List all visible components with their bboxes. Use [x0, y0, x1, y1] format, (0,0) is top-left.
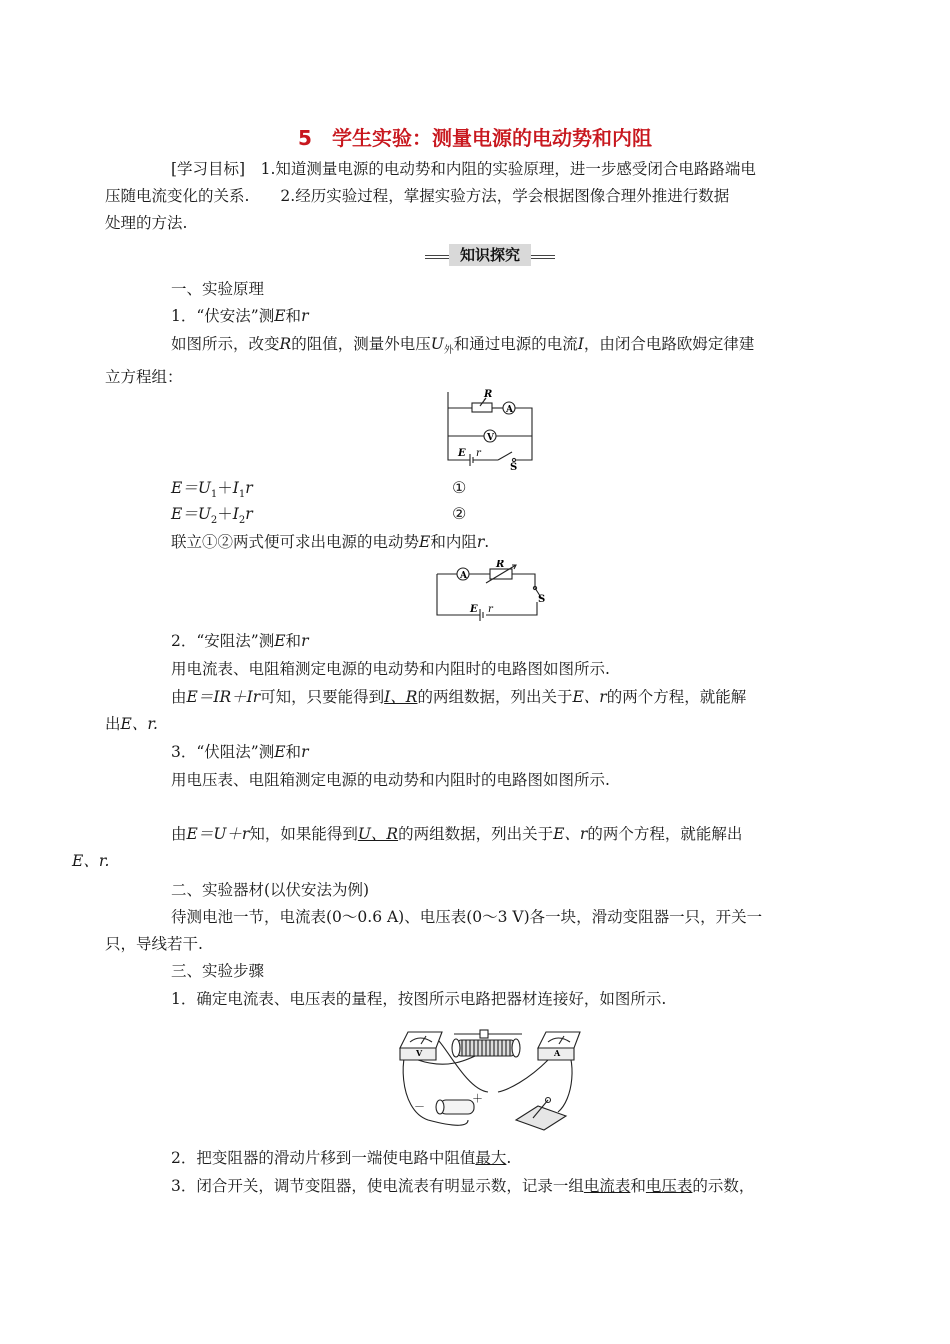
- label-E: E: [470, 604, 478, 615]
- battery-minus-label: －: [414, 1100, 425, 1113]
- combine-text: 联立①②两式便可求出电源的电动势E和内阻r.: [171, 533, 490, 551]
- method-voltammeter-desc: 如图所示，改变R的阻值，测量外电压$U_外$和通过电源的电流I，由闭合电路欧姆定律建 立方程组：: [105, 335, 755, 387]
- circuit-diagram-ammeter: [432, 560, 562, 622]
- method-voltammeter-title: 1．“伏安法”测E和r: [171, 307, 309, 325]
- voltmeter-label: V: [416, 1048, 423, 1058]
- equation-1: $E=U_1+I_1r$: [171, 479, 253, 501]
- equipment-list: 待测电池一节，电流表(0～0.6 A)、电压表(0～3 V)各一块，滑动变阻器一只，开关一 只，导线若干.: [105, 908, 763, 953]
- label-S: S: [538, 594, 546, 605]
- heading-steps: 三、实验步骤: [171, 962, 265, 980]
- circuit-diagram-voltammeter: [440, 386, 540, 472]
- learning-goals: [学习目标] 1.知道测量电源的电动势和内阻的实验原理，进一步感受闭合电路路端电 压随电流变化的关系. 2.经历实验过程，掌握实验方法，学会根据图像合理外推进行数据 处理的方法.: [105, 160, 756, 232]
- section-banner: 知识探究: [425, 244, 555, 268]
- battery-plus-label: ＋: [472, 1092, 483, 1105]
- ammeter-label: A: [554, 1048, 561, 1058]
- method-voltmeter-equation: 由E＝U＋r知，如果能得到U、R的两组数据，列出关于E、r的两个方程，就能解出 E、r.: [72, 825, 743, 870]
- equation-1-number: ①: [452, 478, 467, 497]
- equation-2-number: ②: [452, 504, 467, 523]
- equation-2: $E=U_2+I_2r$: [171, 505, 253, 527]
- label-r: r: [488, 604, 493, 615]
- step-2: 2．把变阻器的滑动片移到一端使电路中阻值最大.: [171, 1149, 512, 1167]
- heading-equipment: 二、实验器材(以伏安法为例): [171, 881, 370, 899]
- method-voltmeter-desc: 用电压表、电阻箱测定电源的电动势和内阻时的电路图如图所示.: [171, 771, 610, 789]
- method-ammeter-title: 2．“安阻法”测E和r: [171, 632, 309, 650]
- label-V: V: [487, 433, 494, 443]
- label-S: S: [510, 462, 518, 472]
- label-R: R: [496, 560, 505, 570]
- method-ammeter-desc: 用电流表、电阻箱测定电源的电动势和内阻时的电路图如图所示.: [171, 660, 610, 678]
- heading-principle: 一、实验原理: [171, 280, 265, 298]
- label-r: r: [476, 448, 481, 459]
- step-3: 3．闭合开关，调节变阻器，使电流表有明显示数，记录一组电流表和电压表的示数，: [171, 1177, 755, 1195]
- apparatus-illustration: [388, 1020, 596, 1132]
- method-ammeter-equation: 由E＝IR＋Ir可知，只要能得到I、R的两组数据，列出关于E、r的两个方程，就能解 出E、r.: [105, 688, 747, 733]
- label-A: A: [506, 405, 513, 415]
- label-R: R: [484, 389, 493, 400]
- step-1: 1．确定电流表、电压表的量程，按图所示电路把器材连接好，如图所示.: [171, 990, 667, 1008]
- method-voltmeter-title: 3．“伏阻法”测E和r: [171, 743, 309, 761]
- page-title: 5 学生实验：测量电源的电动势和内阻: [298, 126, 652, 150]
- label-A: A: [460, 571, 467, 581]
- label-E: E: [458, 448, 466, 459]
